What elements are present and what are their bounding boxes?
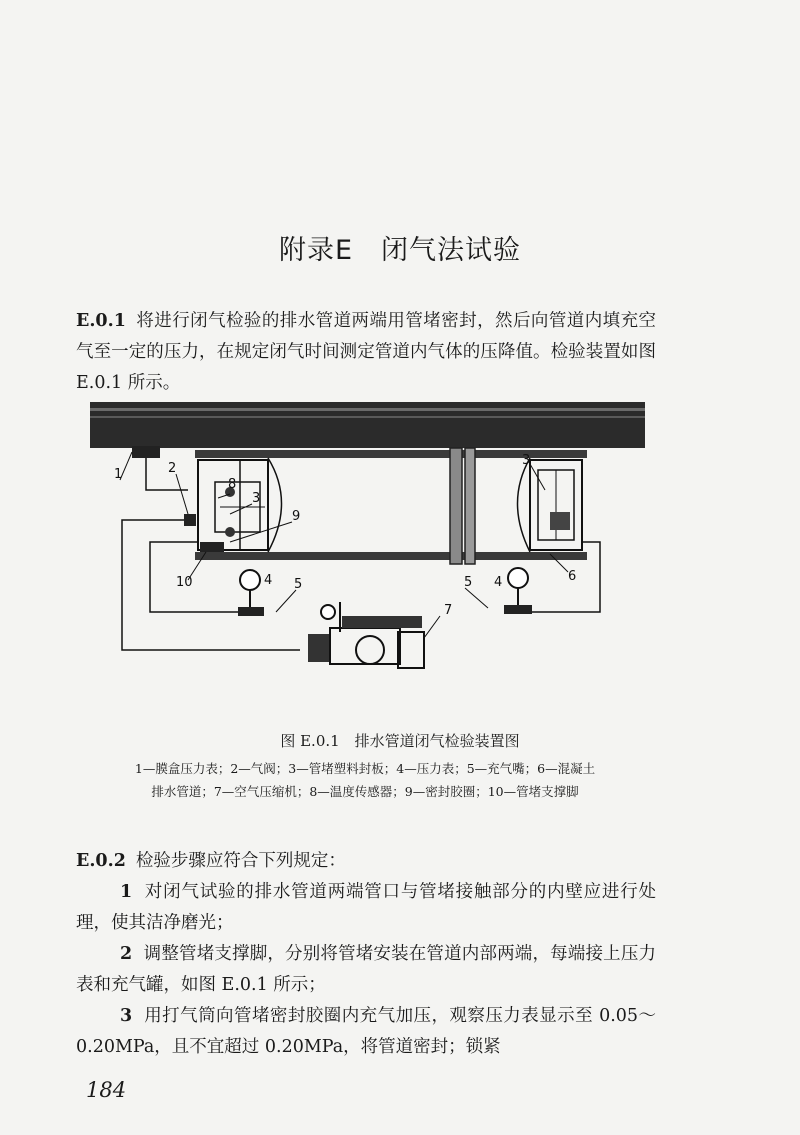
appendix-title: 附录E 闭气法试验 <box>278 235 522 266</box>
label-3-right: 3 <box>522 453 531 468</box>
label-10: 10 <box>176 575 193 590</box>
left-pressure-gauge <box>240 570 260 590</box>
air-compressor <box>308 634 330 662</box>
figure-e01 <box>80 402 650 722</box>
label-7: 7 <box>444 603 453 618</box>
left-inflation-nozzle <box>238 607 264 616</box>
label-2: 2 <box>168 461 177 476</box>
label-5-left: 5 <box>294 577 303 592</box>
clause-intro: 检验步骤应符合下列规定： <box>135 851 346 871</box>
list-item: 1 对闭气试验的排水管道两端管口与管堵接触部分的内壁应进行处理，使其洁净磨光； <box>76 882 656 933</box>
clause-e02 <box>76 846 656 1063</box>
page-number: 184 <box>86 1078 127 1102</box>
label-9: 9 <box>292 509 301 524</box>
pipe-joint <box>450 448 462 564</box>
support-foot <box>200 542 224 552</box>
label-3-left: 3 <box>252 491 261 506</box>
label-4-left: 4 <box>264 573 273 588</box>
clause-text: 将进行闭气检验的排水管道两端用管堵密封，然后向管道内填充空气至一定的压力，在规定闭气时间测定管道内气体的压降值。检验装置如图 E.0.1 所示。 <box>76 311 656 393</box>
clause-number: E.0.1 <box>76 311 126 331</box>
label-6: 6 <box>568 569 577 584</box>
figure-caption: 图 E.0.1 排水管道闭气检验装置图 <box>280 732 520 750</box>
list-item: 2 调整管堵支撑脚，分别将管堵安装在管道内部两端，每端接上压力表和充气罐，如图 E.0.1 所示； <box>76 944 656 995</box>
figure-legend: 1—膜盒压力表；2—气阀；3—管堵塑料封板；4—压力表；5—充气嘴；6—混凝土排水管道；7—空气压缩机；8—温度传感器；9—密封胶圈；10—管堵支撑脚 <box>134 761 596 799</box>
pipe-wall-bottom <box>195 552 587 560</box>
right-inflation-nozzle <box>504 605 532 614</box>
label-5-right: 5 <box>464 575 473 590</box>
clause-e01 <box>76 306 656 399</box>
air-valve <box>184 514 196 526</box>
clause-number: E.0.2 <box>76 851 126 871</box>
label-1: 1 <box>114 467 123 482</box>
label-4-right: 4 <box>494 575 503 590</box>
label-8: 8 <box>228 477 237 492</box>
right-pressure-gauge <box>508 568 528 588</box>
list-item: 3 用打气筒向管堵密封胶圈内充气加压，观察压力表显示至 0.05～0.20MPa，且不宜超过 0.20MPa，将管道密封；锁紧 <box>76 1006 656 1057</box>
membrane-pressure-gauge <box>132 446 160 458</box>
